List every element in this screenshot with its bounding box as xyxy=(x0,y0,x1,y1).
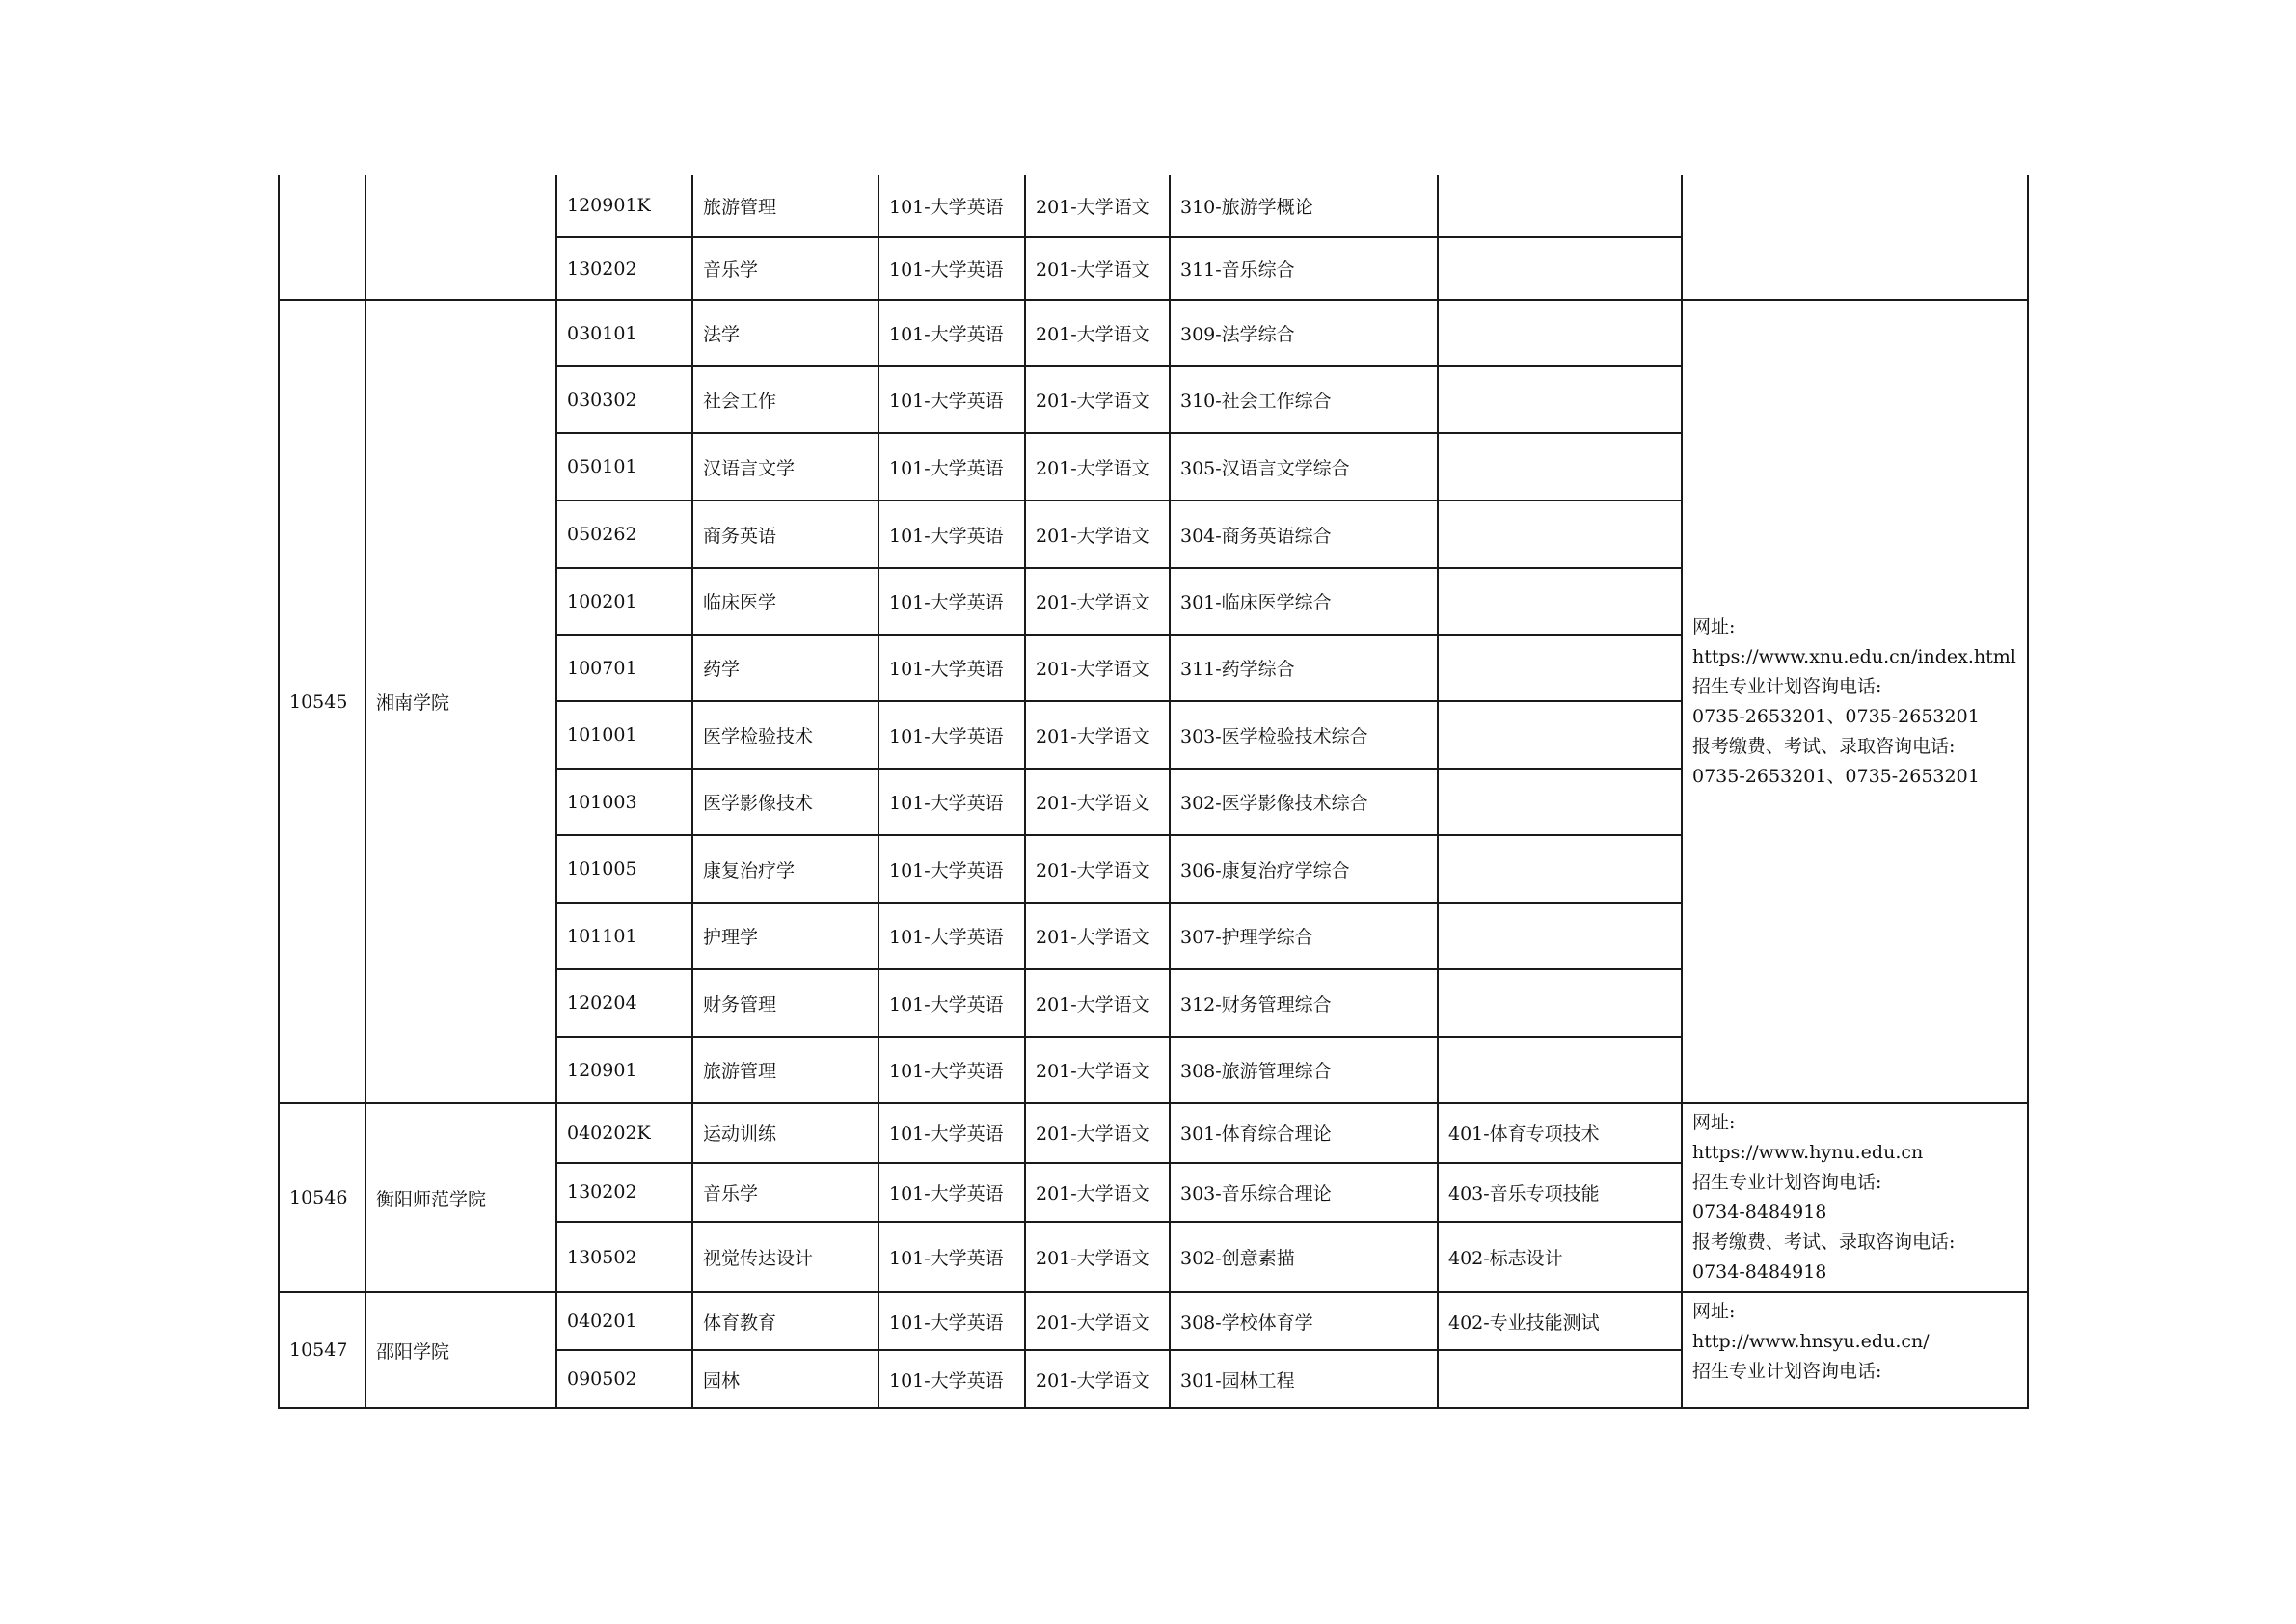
major-name-cell: 旅游管理 xyxy=(692,175,878,237)
contact-note-line: 0734-8484918 xyxy=(1692,1261,1827,1283)
major-name-cell: 商务英语 xyxy=(692,501,878,568)
exam-subject-2-cell: 201-大学语文 xyxy=(1025,1037,1170,1103)
table-row xyxy=(279,1292,2028,1350)
major-code-cell: 120204 xyxy=(556,969,692,1037)
exam-subject-4-cell xyxy=(1438,501,1682,568)
exam-subject-3-cell: 305-汉语言文学综合 xyxy=(1170,433,1438,501)
contact-note-line: https://www.xnu.edu.cn/index.html xyxy=(1692,645,2016,667)
exam-subject-2-cell: 201-大学语文 xyxy=(1025,701,1170,769)
exam-subject-3-cell: 312-财务管理综合 xyxy=(1170,969,1438,1037)
exam-subject-1-cell: 101-大学英语 xyxy=(878,1163,1025,1223)
major-name-cell: 体育教育 xyxy=(692,1292,878,1350)
contact-note-line: http://www.hnsyu.edu.cn/ xyxy=(1692,1331,1930,1352)
school-code-cell: 10545 xyxy=(279,300,365,1103)
school-name-cell: 湘南学院 xyxy=(365,300,556,1103)
exam-subject-4-cell xyxy=(1438,1037,1682,1103)
contact-note-line: 招生专业计划咨询电话: xyxy=(1692,1172,1882,1193)
major-name-cell: 医学检验技术 xyxy=(692,701,878,769)
school-code-cell: 10547 xyxy=(279,1292,365,1408)
major-name-cell: 音乐学 xyxy=(692,237,878,300)
major-name-cell: 社会工作 xyxy=(692,366,878,433)
exam-subject-4-cell xyxy=(1438,433,1682,501)
major-name-cell: 旅游管理 xyxy=(692,1037,878,1103)
exam-subject-1-cell: 101-大学英语 xyxy=(878,701,1025,769)
school-code-cell xyxy=(279,175,365,300)
exam-subject-4-cell xyxy=(1438,835,1682,903)
exam-subject-1-cell: 101-大学英语 xyxy=(878,175,1025,237)
exam-subject-1-cell: 101-大学英语 xyxy=(878,969,1025,1037)
exam-subject-4-cell: 402-标志设计 xyxy=(1438,1222,1682,1292)
major-code-cell: 130202 xyxy=(556,237,692,300)
contact-note-line: https://www.hynu.edu.cn xyxy=(1692,1142,1924,1163)
exam-subject-4-cell xyxy=(1438,175,1682,237)
exam-subject-1-cell: 101-大学英语 xyxy=(878,300,1025,366)
exam-subject-3-cell: 306-康复治疗学综合 xyxy=(1170,835,1438,903)
major-code-cell: 130202 xyxy=(556,1163,692,1223)
exam-subject-3-cell: 311-音乐综合 xyxy=(1170,237,1438,300)
exam-subject-2-cell: 201-大学语文 xyxy=(1025,969,1170,1037)
major-name-cell: 运动训练 xyxy=(692,1103,878,1163)
exam-subject-4-cell xyxy=(1438,903,1682,969)
major-name-cell: 护理学 xyxy=(692,903,878,969)
exam-subject-4-cell: 401-体育专项技术 xyxy=(1438,1103,1682,1163)
admissions-table xyxy=(278,175,2029,1409)
major-code-cell: 050101 xyxy=(556,433,692,501)
contact-note-line: 招生专业计划咨询电话: xyxy=(1692,1361,1882,1382)
exam-subject-1-cell: 101-大学英语 xyxy=(878,568,1025,635)
exam-subject-2-cell: 201-大学语文 xyxy=(1025,835,1170,903)
contact-note-line: 0735-2653201、0735-2653201 xyxy=(1692,705,1980,727)
exam-subject-1-cell: 101-大学英语 xyxy=(878,433,1025,501)
exam-subject-1-cell: 101-大学英语 xyxy=(878,835,1025,903)
exam-subject-3-cell: 311-药学综合 xyxy=(1170,635,1438,701)
contact-notes-cell xyxy=(1682,300,2028,1103)
exam-subject-3-cell: 301-体育综合理论 xyxy=(1170,1103,1438,1163)
major-code-cell: 040202K xyxy=(556,1103,692,1163)
table-row xyxy=(279,300,2028,366)
table-row xyxy=(279,175,2028,237)
exam-subject-4-cell xyxy=(1438,769,1682,835)
exam-subject-3-cell: 310-旅游学概论 xyxy=(1170,175,1438,237)
major-name-cell: 财务管理 xyxy=(692,969,878,1037)
exam-subject-2-cell: 201-大学语文 xyxy=(1025,237,1170,300)
contact-note-line: 0735-2653201、0735-2653201 xyxy=(1692,765,1980,787)
exam-subject-1-cell: 101-大学英语 xyxy=(878,501,1025,568)
table-body xyxy=(279,175,2028,1408)
major-name-cell: 医学影像技术 xyxy=(692,769,878,835)
exam-subject-2-cell: 201-大学语文 xyxy=(1025,635,1170,701)
school-code-cell: 10546 xyxy=(279,1103,365,1292)
major-name-cell: 汉语言文学 xyxy=(692,433,878,501)
exam-subject-2-cell: 201-大学语文 xyxy=(1025,1222,1170,1292)
exam-subject-3-cell: 302-医学影像技术综合 xyxy=(1170,769,1438,835)
school-name-cell: 邵阳学院 xyxy=(365,1292,556,1408)
exam-subject-2-cell: 201-大学语文 xyxy=(1025,300,1170,366)
major-name-cell: 药学 xyxy=(692,635,878,701)
school-name-cell xyxy=(365,175,556,300)
exam-subject-2-cell: 201-大学语文 xyxy=(1025,1103,1170,1163)
exam-subject-2-cell: 201-大学语文 xyxy=(1025,175,1170,237)
contact-note-line: 招生专业计划咨询电话: xyxy=(1692,675,1882,697)
major-code-cell: 130502 xyxy=(556,1222,692,1292)
exam-subject-3-cell: 308-学校体育学 xyxy=(1170,1292,1438,1350)
major-code-cell: 030302 xyxy=(556,366,692,433)
major-code-cell: 050262 xyxy=(556,501,692,568)
major-code-cell: 040201 xyxy=(556,1292,692,1350)
exam-subject-3-cell: 301-临床医学综合 xyxy=(1170,568,1438,635)
major-name-cell: 园林 xyxy=(692,1350,878,1408)
major-name-cell: 临床医学 xyxy=(692,568,878,635)
major-code-cell: 120901 xyxy=(556,1037,692,1103)
exam-subject-3-cell: 310-社会工作综合 xyxy=(1170,366,1438,433)
exam-subject-2-cell: 201-大学语文 xyxy=(1025,769,1170,835)
exam-subject-4-cell xyxy=(1438,366,1682,433)
exam-subject-3-cell: 303-音乐综合理论 xyxy=(1170,1163,1438,1223)
contact-notes-cell xyxy=(1682,175,2028,300)
major-code-cell: 030101 xyxy=(556,300,692,366)
exam-subject-2-cell: 201-大学语文 xyxy=(1025,433,1170,501)
exam-subject-4-cell xyxy=(1438,1350,1682,1408)
table-row xyxy=(279,1103,2028,1163)
contact-note-line: 网址: xyxy=(1692,1301,1736,1322)
exam-subject-4-cell: 403-音乐专项技能 xyxy=(1438,1163,1682,1223)
exam-subject-2-cell: 201-大学语文 xyxy=(1025,1292,1170,1350)
major-code-cell: 090502 xyxy=(556,1350,692,1408)
exam-subject-1-cell: 101-大学英语 xyxy=(878,769,1025,835)
exam-subject-2-cell: 201-大学语文 xyxy=(1025,568,1170,635)
exam-subject-2-cell: 201-大学语文 xyxy=(1025,1163,1170,1223)
exam-subject-1-cell: 101-大学英语 xyxy=(878,237,1025,300)
exam-subject-1-cell: 101-大学英语 xyxy=(878,1292,1025,1350)
contact-notes-cell xyxy=(1682,1292,2028,1408)
exam-subject-1-cell: 101-大学英语 xyxy=(878,1222,1025,1292)
contact-note-line: 报考缴费、考试、录取咨询电话: xyxy=(1692,1232,1956,1253)
exam-subject-2-cell: 201-大学语文 xyxy=(1025,366,1170,433)
exam-subject-1-cell: 101-大学英语 xyxy=(878,635,1025,701)
contact-note-line: 报考缴费、考试、录取咨询电话: xyxy=(1692,735,1956,757)
school-name-cell: 衡阳师范学院 xyxy=(365,1103,556,1292)
contact-note-line: 0734-8484918 xyxy=(1692,1202,1827,1223)
exam-subject-4-cell xyxy=(1438,237,1682,300)
exam-subject-2-cell: 201-大学语文 xyxy=(1025,501,1170,568)
exam-subject-2-cell: 201-大学语文 xyxy=(1025,903,1170,969)
contact-note-line: 网址: xyxy=(1692,615,1736,637)
exam-subject-3-cell: 301-园林工程 xyxy=(1170,1350,1438,1408)
exam-subject-1-cell: 101-大学英语 xyxy=(878,903,1025,969)
major-code-cell: 101003 xyxy=(556,769,692,835)
exam-subject-3-cell: 308-旅游管理综合 xyxy=(1170,1037,1438,1103)
contact-note-line: 网址: xyxy=(1692,1112,1736,1133)
major-name-cell: 音乐学 xyxy=(692,1163,878,1223)
major-code-cell: 100201 xyxy=(556,568,692,635)
major-name-cell: 视觉传达设计 xyxy=(692,1222,878,1292)
exam-subject-1-cell: 101-大学英语 xyxy=(878,1103,1025,1163)
major-name-cell: 康复治疗学 xyxy=(692,835,878,903)
exam-subject-3-cell: 307-护理学综合 xyxy=(1170,903,1438,969)
exam-subject-4-cell: 402-专业技能测试 xyxy=(1438,1292,1682,1350)
contact-notes-cell xyxy=(1682,1103,2028,1292)
major-code-cell: 120901K xyxy=(556,175,692,237)
exam-subject-4-cell xyxy=(1438,300,1682,366)
major-code-cell: 101101 xyxy=(556,903,692,969)
major-code-cell: 101001 xyxy=(556,701,692,769)
exam-subject-1-cell: 101-大学英语 xyxy=(878,366,1025,433)
exam-subject-2-cell: 201-大学语文 xyxy=(1025,1350,1170,1408)
exam-subject-4-cell xyxy=(1438,701,1682,769)
major-code-cell: 100701 xyxy=(556,635,692,701)
exam-subject-3-cell: 302-创意素描 xyxy=(1170,1222,1438,1292)
exam-subject-1-cell: 101-大学英语 xyxy=(878,1350,1025,1408)
exam-subject-4-cell xyxy=(1438,568,1682,635)
exam-subject-3-cell: 303-医学检验技术综合 xyxy=(1170,701,1438,769)
major-name-cell: 法学 xyxy=(692,300,878,366)
exam-subject-1-cell: 101-大学英语 xyxy=(878,1037,1025,1103)
exam-subject-4-cell xyxy=(1438,635,1682,701)
exam-subject-3-cell: 304-商务英语综合 xyxy=(1170,501,1438,568)
exam-subject-4-cell xyxy=(1438,969,1682,1037)
major-code-cell: 101005 xyxy=(556,835,692,903)
exam-subject-3-cell: 309-法学综合 xyxy=(1170,300,1438,366)
